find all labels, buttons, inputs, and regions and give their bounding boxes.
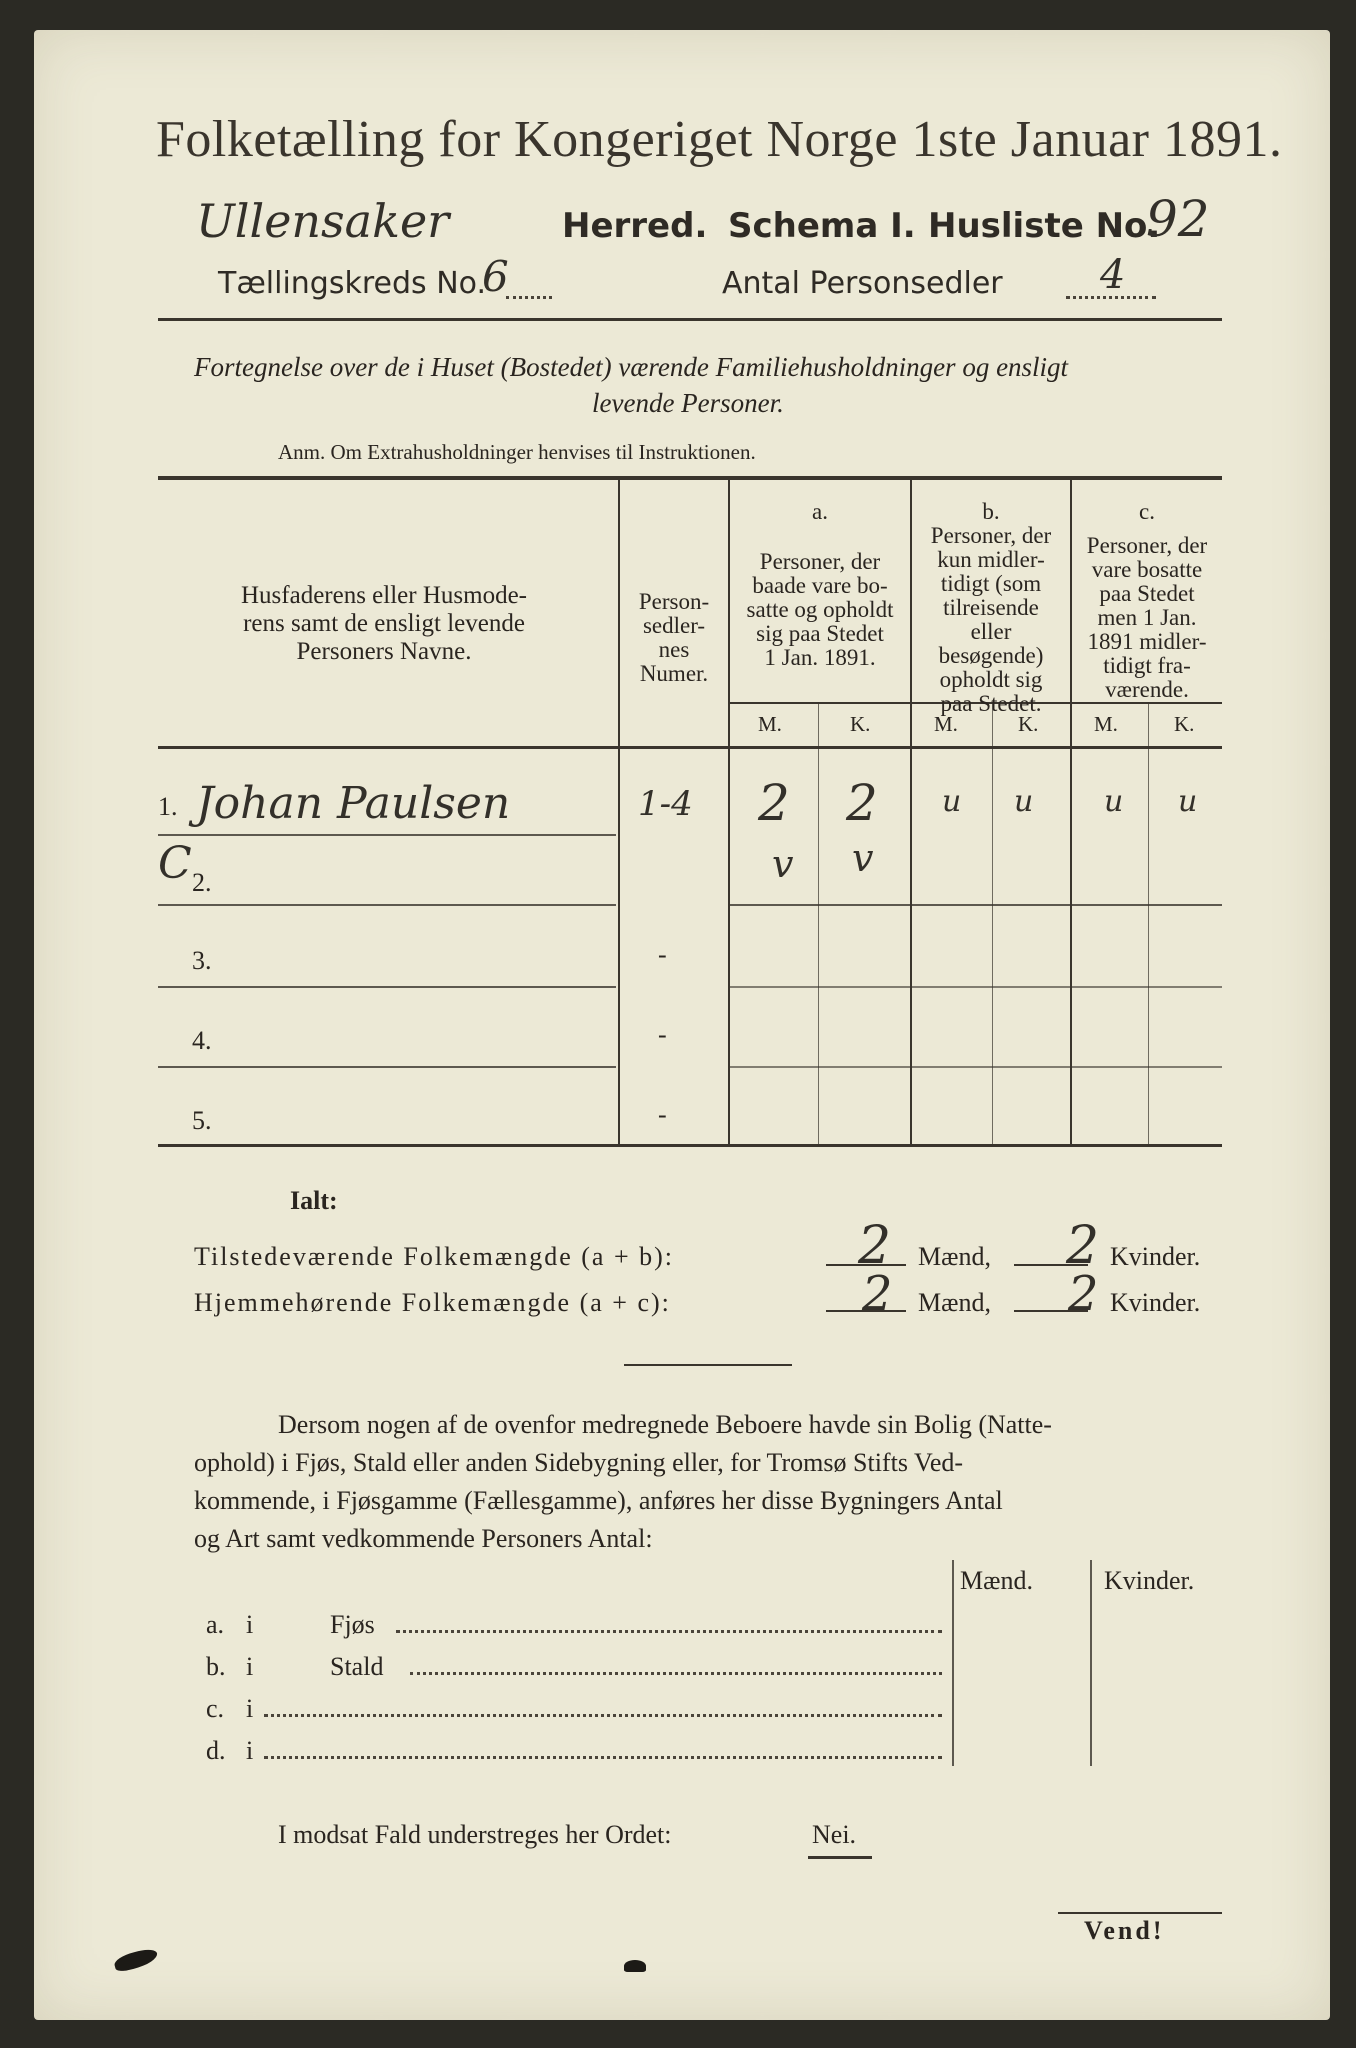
husliste-value: 92	[1146, 190, 1210, 248]
row1-name: Johan Paulsen	[196, 778, 511, 829]
hjemme-maend: Mænd,	[918, 1288, 991, 1317]
tilsted-maend: Mænd,	[918, 1242, 991, 1271]
vend-rule	[1058, 1912, 1222, 1914]
bolig-c-prep: i	[246, 1694, 254, 1723]
col-a-letter: a.	[812, 499, 828, 524]
tilsted-label: Tilstedeværende Folkemængde (a + b):	[194, 1242, 674, 1271]
tilsted-k: 2	[1066, 1216, 1100, 1276]
bolig-col-maend: Mænd.	[960, 1566, 1033, 1595]
bolig-b-label: Stald	[330, 1652, 384, 1681]
row2-name-flourish: C	[158, 838, 192, 889]
row4-rule	[158, 1066, 616, 1068]
bolig-d-prep: i	[246, 1736, 254, 1765]
ink-blot-center	[624, 1960, 646, 1972]
bolig-line2: ophold) i Fjøs, Stald eller anden Sidebygning eller, for Tromsø Stifts Ved-	[194, 1448, 964, 1477]
hjemme-kvinder: Kvinder.	[1110, 1288, 1201, 1317]
row1-a-m: 2	[758, 774, 790, 832]
bolig-a-dots	[396, 1630, 942, 1633]
mk-divider-a	[818, 704, 819, 1146]
mk-divider-b	[992, 704, 993, 1146]
nei-underline	[808, 1856, 872, 1859]
row1-no: 1.	[158, 792, 178, 821]
row2-no: 2.	[192, 868, 212, 897]
bolig-line4: og Art samt vedkommende Personers Antal:	[194, 1524, 653, 1553]
col-c-letter: c.	[1139, 499, 1155, 524]
tilsted-kvinder: Kvinder.	[1110, 1242, 1201, 1271]
bolig-a-label: Fjøs	[330, 1610, 375, 1639]
schema-label: Schema I.	[728, 206, 916, 246]
col-b-header: Personer, der kun midler- tidigt (som tilreisende eller besøgende) opholdt sig paa Stedet.	[930, 523, 1052, 716]
row3-rule	[158, 986, 616, 988]
col-c-header: Personer, der vare bosatte paa Stedet men 1 Jan. 1891 midler- tidigt fra- værende.	[1086, 533, 1208, 702]
a-k-label: K.	[850, 712, 871, 736]
husliste-label: Husliste No.	[928, 206, 1161, 246]
hjemme-m: 2	[862, 1266, 893, 1322]
table-header-rule	[158, 746, 1222, 749]
tilsted-m: 2	[858, 1216, 892, 1276]
bolig-c-dots	[264, 1714, 942, 1717]
row2-a-k: v	[852, 836, 874, 880]
bolig-a-letter: a.	[206, 1610, 225, 1639]
table-bottom-rule	[158, 1144, 1222, 1147]
section-divider	[624, 1364, 792, 1366]
row1-c-m: u	[1104, 784, 1124, 819]
row1-c-k: u	[1178, 784, 1198, 819]
c-k-label: K.	[1174, 712, 1195, 736]
mk-divider-c	[1148, 704, 1149, 1146]
census-form-page	[34, 30, 1330, 2020]
antal-value: 4	[1100, 252, 1126, 298]
hjemme-k: 2	[1068, 1266, 1099, 1322]
ink-blot-left	[113, 1947, 160, 1973]
nei-word: Nei.	[812, 1820, 857, 1849]
row1-b-k: u	[1014, 784, 1034, 819]
bolig-d-letter: d.	[206, 1736, 226, 1765]
table-top-rule	[158, 476, 1222, 480]
bolig-divider-1	[952, 1560, 954, 1766]
bolig-b-letter: b.	[206, 1652, 226, 1681]
antal-label: Antal Personsedler	[722, 266, 1003, 301]
row3-num: -	[658, 940, 667, 969]
row5-no: 5.	[192, 1106, 212, 1135]
col-a-header: Personer, der baade vare bo- satte og opholdt sig paa Stedet 1 Jan. 1891.	[746, 549, 894, 670]
b-m-label: M.	[934, 712, 958, 736]
anm-note: Anm. Om Extrahusholdninger henvises til Instruktionen.	[278, 440, 756, 464]
intro-line2: levende Personer.	[592, 388, 784, 418]
bolig-line3: kommende, i Fjøsgamme (Fællesgamme), anføres her disse Bygningers Antal	[194, 1486, 1003, 1515]
form-title: Folketælling for Kongeriget Norge 1ste Januar 1891.	[156, 111, 1283, 168]
row1-rule	[158, 834, 616, 836]
row1-b-m: u	[942, 784, 962, 819]
row4-data-rule	[730, 1066, 1222, 1068]
kreds-value: 6	[482, 252, 509, 301]
bolig-d-dots	[264, 1756, 942, 1759]
bolig-a-prep: i	[246, 1610, 254, 1639]
herred-value: Ullensaker	[196, 194, 450, 248]
intro-line1: Fortegnelse over de i Huset (Bostedet) værende Familiehusholdninger og ensligt	[194, 352, 1069, 382]
row1-num: 1-4	[638, 784, 693, 824]
bolig-c-letter: c.	[206, 1694, 225, 1723]
row2-rule	[158, 904, 616, 906]
col-num-header: Person- sedler- nes Numer.	[638, 589, 710, 686]
hjemme-label: Hjemmehørende Folkemængde (a + c):	[194, 1288, 671, 1317]
bolig-divider-2	[1090, 1560, 1092, 1766]
c-m-label: M.	[1094, 712, 1118, 736]
kreds-label: Tællingskreds No.	[218, 266, 486, 301]
row3-no: 3.	[192, 946, 212, 975]
row2-a-m: v	[772, 842, 794, 886]
herred-label: Herred.	[562, 206, 708, 246]
col-name-header: Husfaderens eller Husmode- rens samt de ensligt levende Personers Navne.	[240, 582, 527, 665]
ialt-label: Ialt:	[290, 1186, 338, 1215]
row4-no: 4.	[192, 1026, 212, 1055]
col-divider-1	[618, 480, 620, 1146]
header-rule	[158, 318, 1222, 321]
b-k-label: K.	[1018, 712, 1039, 736]
bolig-col-kvinder: Kvinder.	[1104, 1566, 1195, 1595]
row5-num: -	[658, 1100, 667, 1129]
row4-num: -	[658, 1020, 667, 1049]
vend-text: Vend!	[1084, 1916, 1165, 1945]
bolig-b-dots	[410, 1672, 942, 1675]
bolig-line1: Dersom nogen af de ovenfor medregnede Beboere havde sin Bolig (Natte-	[278, 1410, 1052, 1439]
row2-data-rule	[730, 904, 1222, 906]
antal-dots	[1066, 296, 1156, 299]
row3-data-rule	[730, 986, 1222, 988]
col-b-letter: b.	[982, 499, 1000, 524]
kreds-dots	[506, 296, 552, 299]
a-m-label: M.	[758, 712, 782, 736]
bolig-b-prep: i	[246, 1652, 254, 1681]
modsat-text: I modsat Fald understreges her Ordet:	[278, 1820, 672, 1849]
row1-a-k: 2	[846, 774, 878, 832]
